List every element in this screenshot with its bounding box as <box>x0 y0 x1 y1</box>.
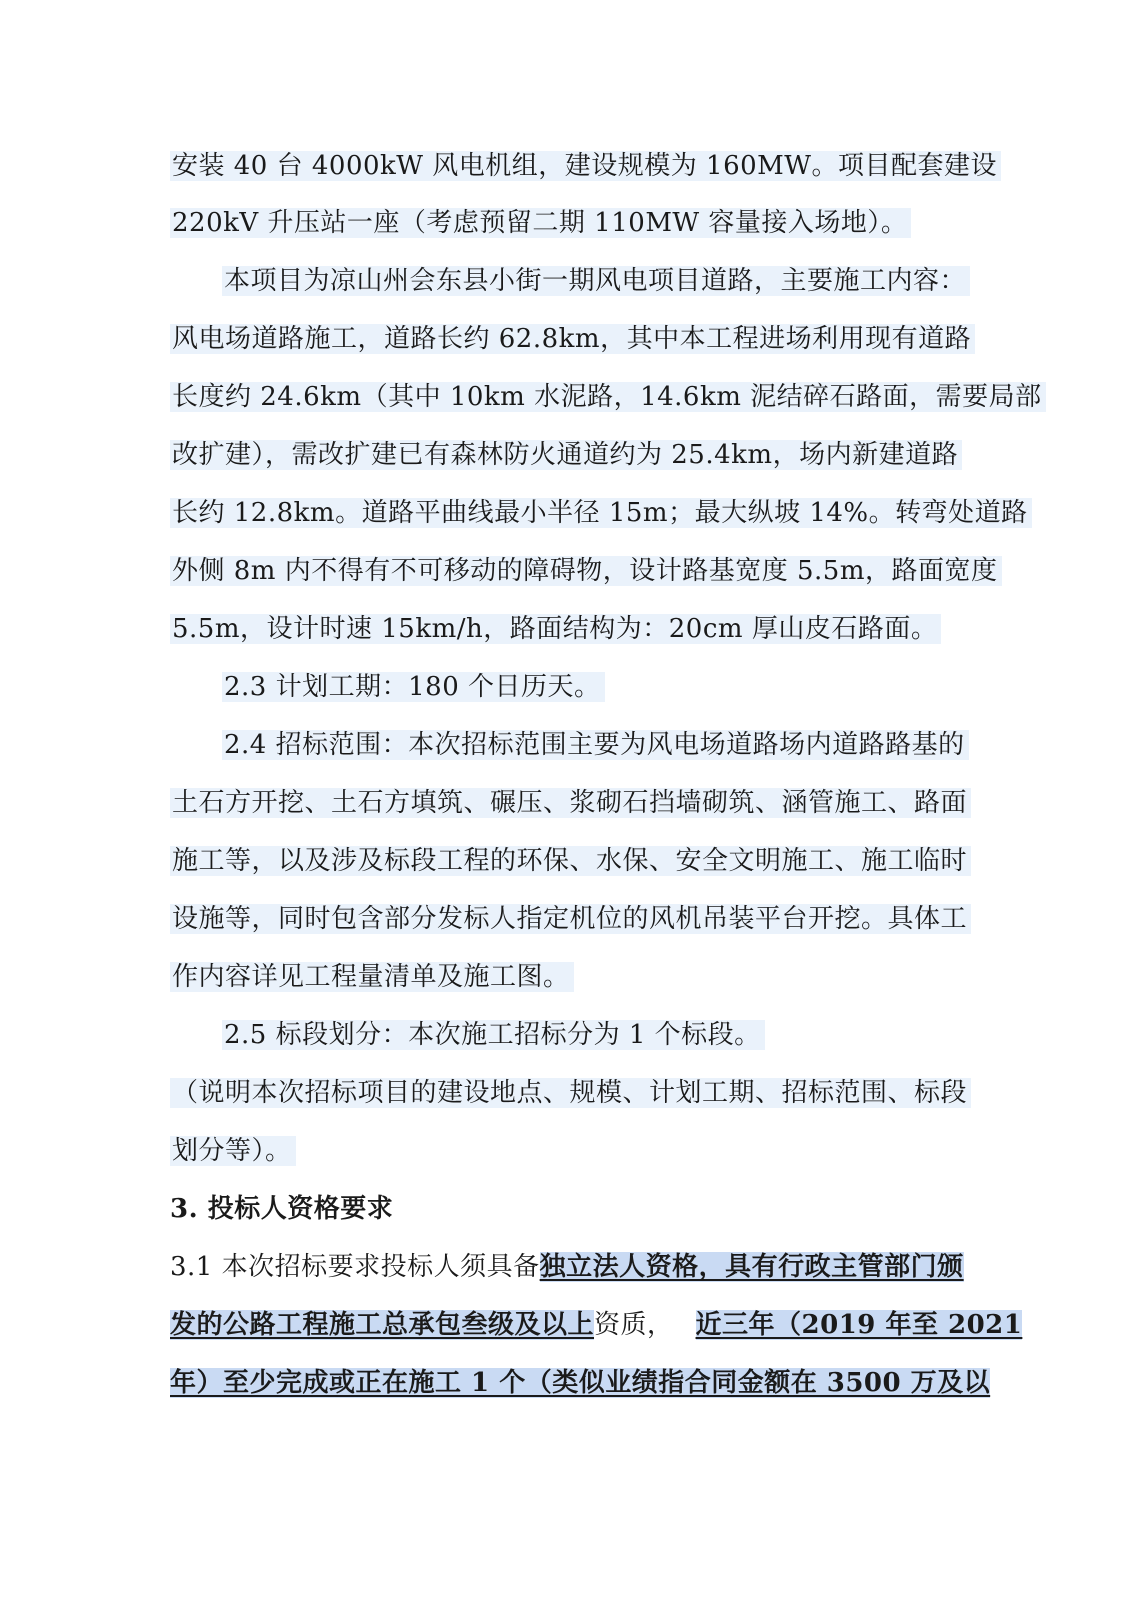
paragraph-line <box>222 665 605 709</box>
paragraph-line <box>170 549 1002 593</box>
paragraph-line <box>170 201 911 245</box>
paragraph-line <box>170 955 574 999</box>
line-text: 外侧 8m 内不得有不可移动的障碍物，设计路基宽度 5.5m，路面宽度 <box>170 556 1002 586</box>
paragraph-line <box>170 1129 296 1173</box>
paragraph-line <box>170 781 971 825</box>
line-text: 2.3 计划工期：180 个日历天。 <box>222 672 605 702</box>
line-text: 长约 12.8km。道路平曲线最小半径 15m；最大纵坡 14%。转弯处道路 <box>170 498 1032 528</box>
paragraph-line <box>170 491 1032 535</box>
line-text: 土石方开挖、土石方填筑、碾压、浆砌石挡墙砌筑、涵管施工、路面 <box>170 788 971 818</box>
line-text: 风电场道路施工，道路长约 62.8km，其中本工程进场利用现有道路 <box>170 324 975 354</box>
line-text: 改扩建），需改扩建已有森林防火通道约为 25.4km，场内新建道路 <box>170 440 962 470</box>
requirement-line <box>170 1361 990 1405</box>
paragraph-line <box>170 317 975 361</box>
paragraph-line <box>170 144 1001 188</box>
highlighted-requirement: 发的公路工程施工总承包叁级及以上 <box>170 1310 595 1340</box>
highlighted-requirement: 年）至少完成或正在施工 1 个（类似业绩指合同金额在 3500 万及以 <box>170 1368 991 1398</box>
line-text: 5.5m，设计时速 15km/h，路面结构为：20cm 厚山皮石路面。 <box>170 614 941 644</box>
paragraph-line <box>170 1071 971 1115</box>
line-text: 划分等）。 <box>170 1136 296 1166</box>
line-text: 作内容详见工程量清单及施工图。 <box>170 962 574 992</box>
paragraph-line <box>170 375 1046 419</box>
paragraph-line <box>222 1013 765 1057</box>
requirement-mid: 资质， <box>594 1310 674 1340</box>
line-text: 220kV 升压站一座（考虑预留二期 110MW 容量接入场地）。 <box>170 208 911 238</box>
line-text: 2.5 标段划分：本次施工招标分为 1 个标段。 <box>222 1020 765 1050</box>
line-text: 设施等，同时包含部分发标人指定机位的风机吊装平台开挖。具体工 <box>170 904 971 934</box>
paragraph-line <box>222 723 969 767</box>
line-text: 施工等，以及涉及标段工程的环保、水保、安全文明施工、施工临时 <box>170 846 971 876</box>
line-text: 安装 40 台 4000kW 风电机组，建设规模为 160MW。项目配套建设 <box>170 151 1001 181</box>
highlighted-requirement: 近三年（2019 年至 2021 <box>695 1310 1023 1340</box>
line-text: 2.4 招标范围：本次招标范围主要为风电场道路场内道路路基的 <box>222 730 969 760</box>
line-text: 本项目为凉山州会东县小街一期风电项目道路，主要施工内容： <box>222 266 970 296</box>
paragraph-line <box>170 607 941 651</box>
paragraph-line <box>170 433 962 477</box>
section-heading: 3. 投标人资格要求 <box>170 1194 394 1224</box>
line-text: 长度约 24.6km（其中 10km 水泥路，14.6km 泥结碎石路面，需要局部 <box>170 382 1046 412</box>
paragraph-line <box>170 839 971 883</box>
paragraph-line <box>170 897 971 941</box>
highlighted-requirement: 独立法人资格，具有行政主管部门颁 <box>539 1252 964 1282</box>
requirement-prefix: 3.1 本次招标要求投标人须具备 <box>170 1252 540 1282</box>
requirement-line <box>170 1245 964 1289</box>
requirement-line <box>170 1303 1022 1347</box>
paragraph-line <box>222 259 970 303</box>
line-text: （说明本次招标项目的建设地点、规模、计划工期、招标范围、标段 <box>170 1078 971 1108</box>
